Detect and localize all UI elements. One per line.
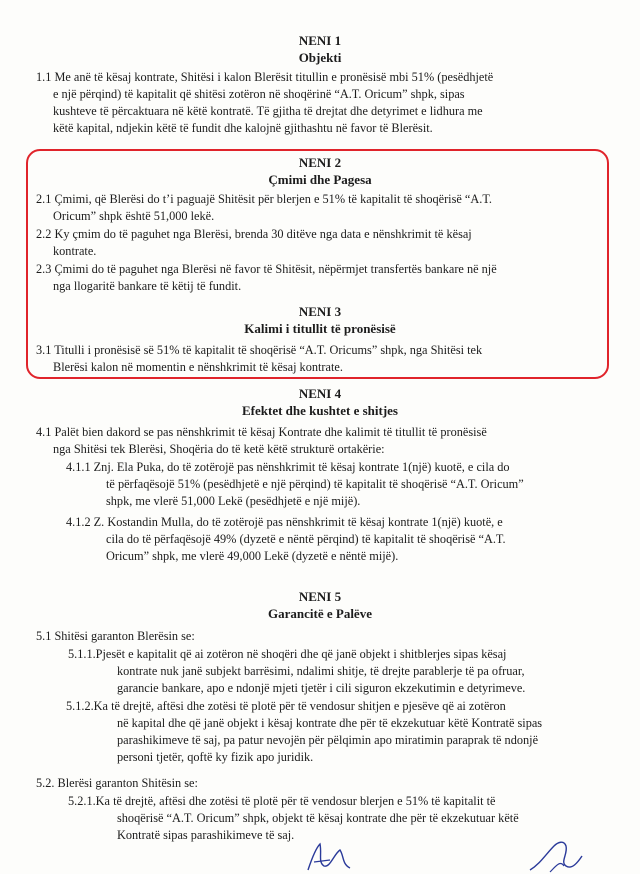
article-2-title: Çmimi dhe Pagesa — [268, 172, 372, 187]
article-3-title: Kalimi i titullit të pronësisë — [244, 321, 396, 336]
clause-5-2-1-line: Kontratë sipas parashikimeve të saj. — [117, 828, 295, 842]
clause-5-2-1-line: 5.2.1.Ka të drejtë, aftësi dhe zotësi të plotë për të vendosur blerjen e 51% të kapitalit të — [68, 794, 496, 808]
clause-2-2-line: 2.2 Ky çmim do të paguhet nga Blerësi, brenda 30 ditëve nga data e nënshkrimit të kësaj — [36, 227, 472, 241]
clause-4-1-line: nga Shitësi tek Blerësi, Shoqëria do të ketë këtë strukturë ortakërie: — [53, 442, 385, 456]
clause-5-1-1-line: garancie bankare, apo e ndonjë mjeti tjetër i cili siguron ekzekutimin e detyrimeve. — [117, 681, 526, 695]
clause-2-2-line: kontrate. — [53, 244, 97, 258]
clause-2-1-line: Oricum” shpk është 51,000 lekë. — [53, 209, 215, 223]
signature-left-icon — [300, 840, 360, 874]
article-4-number: NENI 4 — [298, 386, 342, 401]
clause-2-3-line: nga llogaritë bankare të këtij të fundit. — [53, 279, 242, 293]
clause-1-1-line: këtë kapital, ndjekin këtë të fundit dhe kalojnë gjithashtu në favor të Blerësit. — [53, 121, 433, 135]
clause-5-1-2-line: në kapital dhe që janë objekt i kësaj kontrate dhe për të ekzekutuar këtë Kontratë sipas — [117, 716, 543, 730]
clause-3-1-line: 3.1 Titulli i pronësisë së 51% të kapitalit të shoqërisë “A.T. Oricums” shpk, nga Shitësi tek — [36, 343, 483, 357]
clause-5-1-2-line: parashikimeve të saj, pa patur nevojën për pëlqimin apo miratimin paraprak të ndonjë — [117, 733, 539, 747]
clause-4-1-line: 4.1 Palët bien dakord se pas nënshkrimit të kësaj Kontrate dhe kalimit të titullit të pronësisë — [36, 425, 487, 439]
clause-4-1-1-line: shpk, me vlerë 51,000 Lekë (pesëdhjetë e një mijë). — [106, 494, 361, 508]
article-5-title: Garancitë e Palëve — [268, 606, 372, 621]
clause-1-1-line: kushteve të përcaktuara në këtë kontratë. Të gjitha të drejtat dhe detyrimet e lidhura me — [53, 104, 483, 118]
clause-4-1-2-line: cila do të përfaqësojë 49% (dyzetë e nëntë përqind) të kapitalit të shoqërisë “A.T. — [106, 532, 506, 546]
clause-5-2-heading: 5.2. Blerësi garanton Shitësin se: — [36, 776, 198, 790]
article-3-number: NENI 3 — [298, 304, 342, 319]
clause-4-1-2-line: 4.1.2 Z. Kostandin Mulla, do të zotërojë pas nënshkrimit të kësaj kontrate 1(një) kuotë, e — [66, 515, 503, 529]
clause-3-1-line: Blerësi kalon në momentin e nënshkrimit të kësaj kontrate. — [53, 360, 343, 374]
clause-5-1-heading: 5.1 Shitësi garanton Blerësin se: — [36, 629, 195, 643]
clause-1-1-line: 1.1 Me anë të kësaj kontrate, Shitësi i kalon Blerësit titullin e pronësisë mbi 51% (pesëdhjetë — [36, 70, 494, 84]
clause-5-1-2-line: personi tjetër, qoftë ky fizik apo juridik. — [117, 750, 314, 764]
article-5-number: NENI 5 — [298, 589, 342, 604]
clause-5-1-2-line: 5.1.2.Ka të drejtë, aftësi dhe zotësi të plotë për të vendosur shitjen e pjesëve që ai zotëron — [66, 699, 506, 713]
clause-2-3-line: 2.3 Çmimi do të paguhet nga Blerësi në favor të Shitësit, nëpërmjet transfertës bankare në një — [36, 262, 497, 276]
clause-1-1-line: e një përqind) të kapitalit që shitësi zotëron në shoqërinë “A.T. Oricum” shpk, sipas — [53, 87, 465, 101]
clause-4-1-1-line: 4.1.1 Znj. Ela Puka, do të zotërojë pas nënshkrimit të kësaj kontrate 1(një) kuotë, e cila do — [66, 460, 510, 474]
clause-5-2-1-line: shoqërisë “A.T. Oricum” shpk, objekt të kësaj kontrate dhe për të ekzekutuar këtë — [117, 811, 519, 825]
article-1-number: NENI 1 — [298, 33, 342, 48]
article-2-number: NENI 2 — [298, 155, 342, 170]
clause-2-1-line: 2.1 Çmimi, që Blerësi do t’i paguajë Shitësit për blerjen e 51% të kapitalit të shoqërisë “A.T. — [36, 192, 493, 206]
clause-5-1-1-line: kontrate nuk janë subjekt barrësimi, ndalimi shitje, të drejte parablerje të pa ofruar, — [117, 664, 525, 678]
clause-4-1-1-line: të përfaqësojë 51% (pesëdhjetë e një përqind) të kapitalit të shoqërisë “A.T. Oricum” — [106, 477, 524, 491]
clause-5-1-1-line: 5.1.1.Pjesët e kapitalit që ai zotëron në shoqëri dhe që janë objekt i shitblerjes sipas kësaj — [68, 647, 507, 661]
clause-4-1-2-line: Oricum” shpk, me vlerë 49,000 Lekë (dyzetë e nëntë mijë). — [106, 549, 399, 563]
article-1-title: Objekti — [298, 50, 342, 65]
signature-right-icon — [520, 836, 590, 874]
article-4-title: Efektet dhe kushtet e shitjes — [242, 403, 398, 418]
